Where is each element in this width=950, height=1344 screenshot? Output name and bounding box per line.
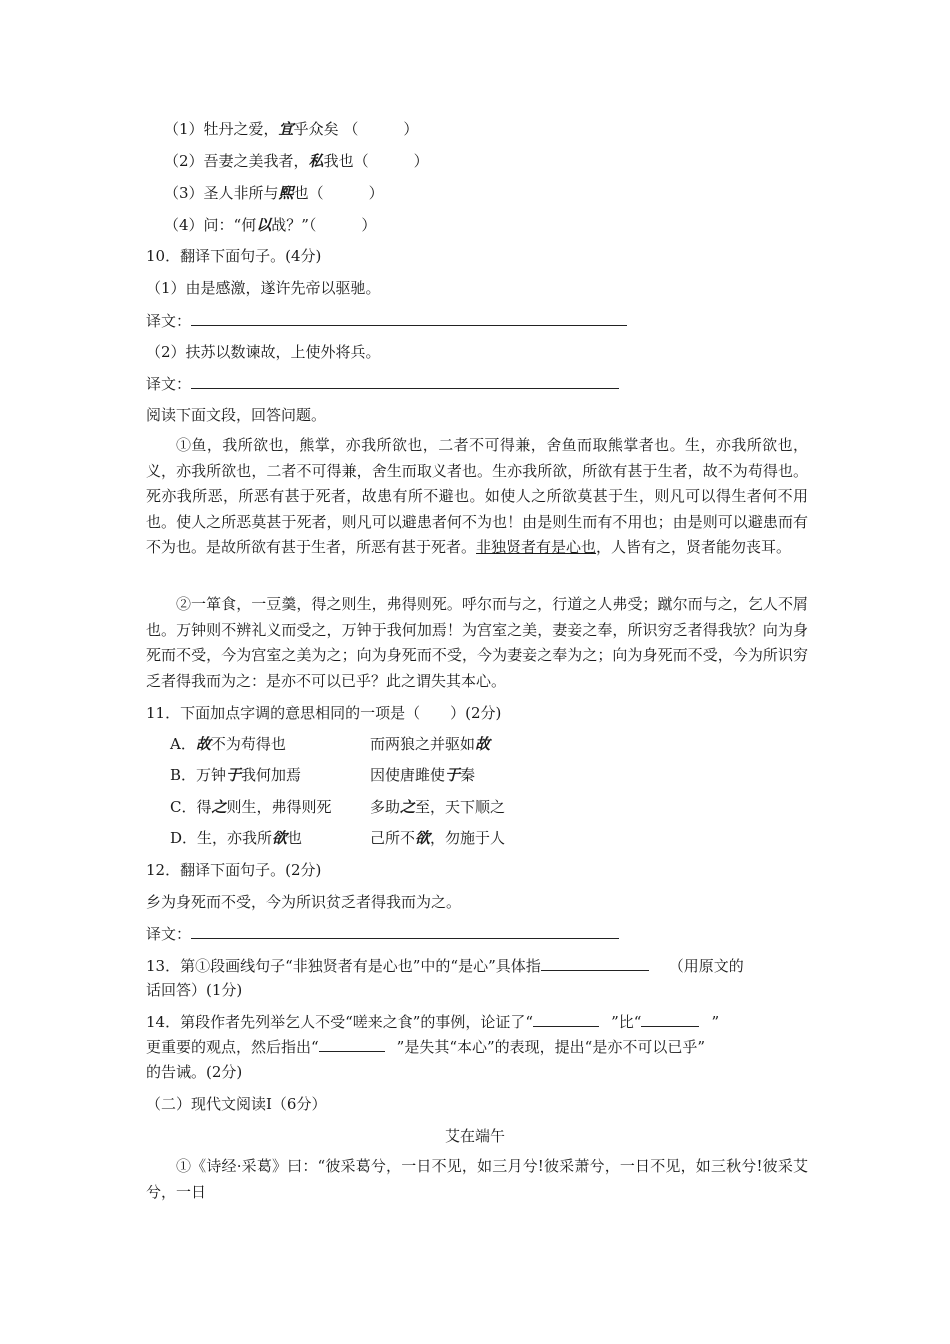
passage-paragraph-2-text: ②一箪食，一豆羹，得之则生，弗得则死。呼尔而与之，行道之人弗受；蹴尔而与之，乞人不屑也。万钟则不辨礼义而受之，万钟于我何加焉！为宫室之美，妻妾之奉，所识穷乏者得我欤？向为身死而不受，今为宫室之美为之；向为身死而不受，今为妻妾之奉为之；向为身死而不受，今为所识穷乏者得我而为之：是亦不可以已乎？此之谓失其本心。 <box>146 595 808 690</box>
q11-a-right-emph: 故 <box>475 735 491 753</box>
q11-d-right-emph: 欲 <box>415 829 431 847</box>
q12-answer <box>146 924 619 944</box>
q14-blank-3[interactable] <box>319 1037 385 1052</box>
q13-hint: （用原文的 <box>668 957 744 975</box>
q11-d-left-post: 也 <box>287 829 303 847</box>
q9-item-3-pre: （3）圣人非所与 <box>164 184 279 202</box>
q10-answer-2 <box>146 374 619 394</box>
q9-item-4 <box>164 215 376 235</box>
q11-a-left-emph: 故 <box>195 735 211 753</box>
essay-paragraph-1 <box>146 1154 808 1205</box>
q10-title: 10．翻译下面句子。(4分) <box>146 247 322 265</box>
q9-item-2-pre: （2）吾妻之美我者， <box>164 152 309 170</box>
q14-line-1-a: 14．第段作者先列举乞人不受“嗟来之食”的事例，论证了“ <box>146 1013 534 1031</box>
q14-blank-1[interactable] <box>533 1012 599 1027</box>
q12-title: 12．翻译下面句子。(2分) <box>146 861 322 879</box>
q9-item-3 <box>164 183 384 203</box>
q10-answer-2-label: 译文： <box>146 375 192 393</box>
q11-option-c-left[interactable] <box>170 797 332 817</box>
q9-item-4-emph: 以 <box>256 216 272 234</box>
passage-paragraph-1-tail: ，人皆有之，贤者能勿丧耳。 <box>596 538 792 557</box>
underlined-sentence: 非独贤者有是心也 <box>476 538 597 557</box>
q14-line-2-a: 更重要的观点，然后指出“ <box>146 1038 319 1056</box>
q9-item-3-emph: 熙 <box>278 184 294 202</box>
q11-c-right-emph: 之 <box>400 798 416 816</box>
q11-c-left-pre: C．得 <box>170 798 212 816</box>
q14-line-1 <box>146 1012 719 1032</box>
passage-paragraph-1 <box>146 433 808 561</box>
q14-line-3: 的告诫。(2分) <box>146 1063 243 1081</box>
q10-sentence-1: （1）由是感激，遂许先帝以驱驰。 <box>146 279 381 297</box>
section-2-heading: （二）现代文阅读Ⅰ（6分） <box>146 1095 327 1113</box>
q11-option-b-right <box>370 765 475 785</box>
q11-option-d-left[interactable] <box>170 828 302 848</box>
q11-a-left-post: 不为苟得也 <box>210 735 286 753</box>
reading-intro: 阅读下面文段，回答问题。 <box>146 406 327 424</box>
q14-line-1-c: ” <box>711 1013 720 1031</box>
q11-option-c-right <box>370 797 505 817</box>
q14-blank-2[interactable] <box>641 1012 699 1027</box>
q11-b-left-emph: 于 <box>226 766 242 784</box>
q12-answer-line[interactable] <box>191 924 619 939</box>
q13-line-1 <box>146 956 744 976</box>
q11-option-a-right <box>370 734 490 754</box>
passage-paragraph-2 <box>146 592 808 694</box>
essay-title: 艾在端午 <box>444 1127 505 1145</box>
q11-c-left-post: 则生，弗得则死 <box>226 798 332 816</box>
q11-b-right-emph: 于 <box>445 766 461 784</box>
q11-d-left-pre: D．生，亦我所 <box>170 829 273 847</box>
essay-paragraph-1-text: ①《诗经·采葛》曰：“彼采葛兮，一日不见，如三月兮!彼采萧兮，一日不见，如三秋兮!彼采艾兮，一日 <box>146 1157 808 1201</box>
q11-d-right-post: ，勿施于人 <box>430 829 506 847</box>
q11-b-left-pre: B．万钟 <box>170 766 227 784</box>
q10-answer-1-line[interactable] <box>191 311 627 326</box>
q14-line-2 <box>146 1037 705 1057</box>
q11-option-b-left[interactable] <box>170 765 301 785</box>
q9-item-4-post: 战？”（ ） <box>271 216 377 234</box>
q13-line-2: 话回答）(1分) <box>146 981 243 999</box>
q9-item-1-pre: （1）牡丹之爱， <box>164 120 279 138</box>
q9-item-1 <box>164 119 418 139</box>
q9-item-1-post: 乎众矣 （ ） <box>293 120 419 138</box>
q11-title: 11．下面加点字调的意思相同的一项是（ ）(2分) <box>146 704 502 722</box>
q11-a-right-pre: 而两狼之并驱如 <box>370 735 476 753</box>
q11-c-right-post: 至，天下顺之 <box>415 798 506 816</box>
q14-line-1-b: ”比“ <box>611 1013 642 1031</box>
q11-option-d-right <box>370 828 505 848</box>
q10-answer-2-line[interactable] <box>191 374 619 389</box>
q11-c-left-emph: 之 <box>211 798 227 816</box>
q10-answer-1-label: 译文： <box>146 312 192 330</box>
q13-answer-line[interactable] <box>541 956 649 971</box>
q11-option-a-left[interactable] <box>170 734 286 754</box>
q11-d-right-pre: 己所不 <box>370 829 416 847</box>
q11-a-left-pre: A． <box>170 735 196 753</box>
q9-item-1-emph: 宜 <box>278 120 294 138</box>
q9-item-2-emph: 私 <box>308 152 324 170</box>
q11-d-left-emph: 欲 <box>272 829 288 847</box>
q14-line-2-b: ”是失其“本心”的表现，提出“是亦不可以已乎” <box>396 1038 706 1056</box>
q11-b-right-pre: 因使唐雎使 <box>370 766 446 784</box>
q10-sentence-2: （2）扶苏以数谏故，上使外将兵。 <box>146 343 381 361</box>
q11-b-left-post: 我何加焉 <box>241 766 302 784</box>
q11-b-right-post: 秦 <box>460 766 476 784</box>
q10-answer-1 <box>146 311 627 331</box>
q13-prompt: 13．第①段画线句子“非独贤者有是心也”中的“是心”具体指 <box>146 957 541 975</box>
passage-paragraph-1-text: ①鱼，我所欲也，熊掌，亦我所欲也，二者不可得兼，舍鱼而取熊掌者也。生，亦我所欲也，义，亦我所欲也，二者不可得兼，舍生而取义者也。生亦我所欲，所欲有甚于生者，故不为苟得也。死亦我所恶，所恶有甚于死者，故患有所不避也。如使人之所欲莫甚于生，则凡可以得生者何不用也。使人之所恶莫甚于死者，则凡可以避患者何不为也！由是则生而有不用也；由是则可以避患而有不为也。是故所欲有甚于生者，所恶有甚于死者。 <box>146 436 808 557</box>
q9-item-2 <box>164 151 429 171</box>
q9-item-4-pre: （4）问：“何 <box>164 216 257 234</box>
q12-answer-label: 译文： <box>146 925 192 943</box>
q9-item-3-post: 也（ ） <box>293 184 384 202</box>
q9-item-2-post: 我也（ ） <box>323 152 429 170</box>
q12-sentence: 乡为身死而不受，今为所识贫乏者得我而为之。 <box>146 893 462 911</box>
q11-c-right-pre: 多助 <box>370 798 401 816</box>
